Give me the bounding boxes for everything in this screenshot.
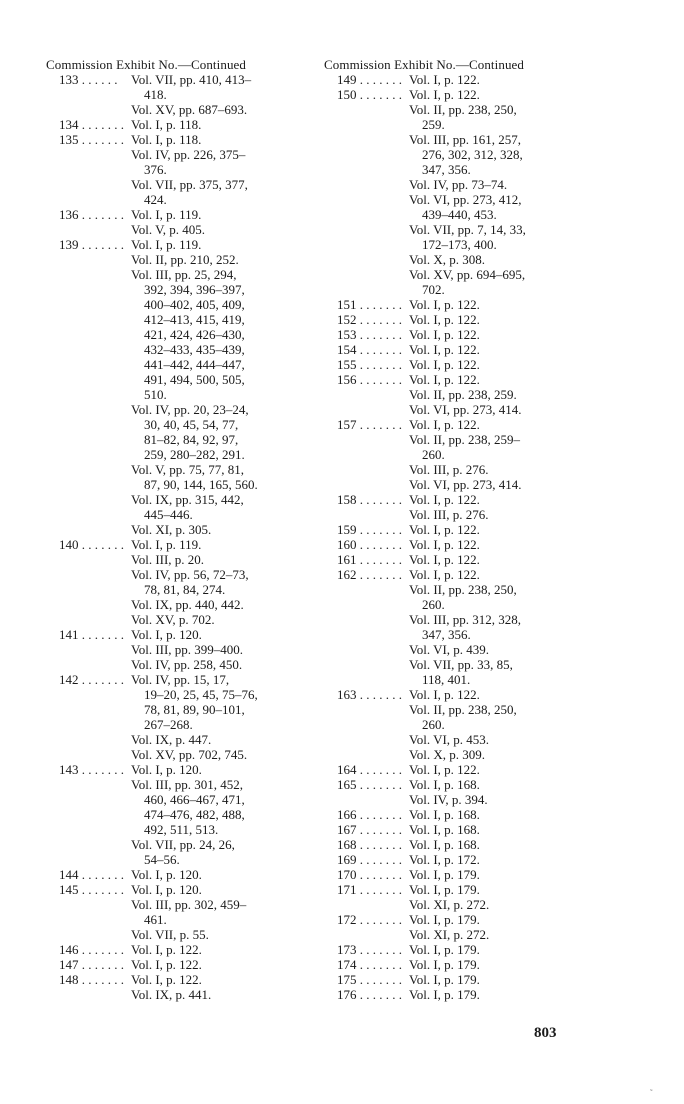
volume-reference: Vol. I, p. 122. — [409, 342, 480, 357]
exhibit-number: 152 . . . . . . . — [337, 312, 402, 327]
index-entry — [46, 72, 296, 117]
exhibit-number: 140 . . . . . . . — [59, 537, 124, 552]
volume-reference: Vol. II, pp. 238, 259. — [409, 387, 517, 402]
volume-reference: Vol. I, p. 168. — [409, 837, 480, 852]
reference-continuation: 347, 356. — [422, 627, 471, 642]
reference-continuation: 78, 81, 89, 90–101, — [144, 702, 245, 717]
volume-reference: Vol. IV, pp. 20, 23–24, — [131, 402, 249, 417]
volume-reference: Vol. I, p. 122. — [409, 492, 480, 507]
volume-reference: Vol. IV, pp. 56, 72–73, — [131, 567, 249, 582]
volume-reference: Vol. III, pp. 312, 328, — [409, 612, 522, 627]
exhibit-number: 134 . . . . . . . — [59, 117, 124, 132]
volume-reference: Vol. I, p. 122. — [131, 972, 202, 987]
exhibit-number: 146 . . . . . . . — [59, 942, 124, 957]
exhibit-number: 164 . . . . . . . — [337, 762, 402, 777]
reference-continuation: 702. — [422, 282, 445, 297]
index-entry — [324, 972, 574, 987]
reference-continuation: 260. — [422, 597, 445, 612]
exhibit-number: 175 . . . . . . . — [337, 972, 402, 987]
exhibit-number: 167 . . . . . . . — [337, 822, 402, 837]
reference-continuation: 260. — [422, 717, 445, 732]
index-entry — [324, 822, 574, 837]
index-entry — [324, 522, 574, 537]
volume-references — [409, 942, 574, 957]
volume-references — [409, 987, 574, 1002]
index-entry — [324, 87, 574, 297]
column-heading: Commission Exhibit No.—Continued — [46, 57, 247, 72]
volume-references — [131, 972, 296, 1002]
index-entry — [46, 957, 296, 972]
volume-reference: Vol. IX, pp. 440, 442. — [131, 597, 244, 612]
volume-references — [409, 777, 574, 807]
volume-reference: Vol. V, pp. 75, 77, 81, — [131, 462, 245, 477]
volume-reference: Vol. I, p. 119. — [131, 237, 202, 252]
index-entry — [46, 237, 296, 537]
index-entry — [324, 342, 574, 357]
volume-references — [131, 537, 296, 627]
volume-reference: Vol. I, p. 122. — [409, 537, 480, 552]
reference-continuation: 400–402, 405, 409, — [144, 297, 245, 312]
exhibit-number: 168 . . . . . . . — [337, 837, 402, 852]
volume-reference: Vol. I, p. 172. — [409, 852, 480, 867]
exhibit-number: 173 . . . . . . . — [337, 942, 402, 957]
exhibit-number: 159 . . . . . . . — [337, 522, 402, 537]
index-entry — [324, 762, 574, 777]
exhibit-number: 145 . . . . . . . — [59, 882, 124, 897]
volume-reference: Vol. I, p. 179. — [409, 867, 480, 882]
volume-references — [131, 762, 296, 867]
index-entry — [46, 762, 296, 867]
exhibit-number: 166 . . . . . . . — [337, 807, 402, 822]
reference-continuation: 19–20, 25, 45, 75–76, — [144, 687, 258, 702]
margin-mark: ˜ — [650, 1088, 653, 1097]
volume-reference: Vol. XI, p. 272. — [409, 927, 490, 942]
volume-references — [409, 522, 574, 537]
volume-references — [131, 882, 296, 942]
volume-reference: Vol. VII, pp. 375, 377, — [131, 177, 248, 192]
volume-reference: Vol. X, p. 309. — [409, 747, 485, 762]
volume-references — [131, 942, 296, 957]
volume-references — [409, 567, 574, 687]
reference-continuation: 276, 302, 312, 328, — [422, 147, 523, 162]
volume-reference: Vol. IV, pp. 73–74. — [409, 177, 508, 192]
index-entries — [46, 72, 296, 1002]
exhibit-number: 155 . . . . . . . — [337, 357, 402, 372]
volume-references — [409, 867, 574, 882]
index-entry — [46, 672, 296, 762]
volume-references — [409, 837, 574, 852]
exhibit-number: 161 . . . . . . . — [337, 552, 402, 567]
exhibit-number: 142 . . . . . . . — [59, 672, 124, 687]
volume-reference: Vol. IV, pp. 15, 17, — [131, 672, 230, 687]
reference-continuation: 81–82, 84, 92, 97, — [144, 432, 239, 447]
reference-continuation: 421, 424, 426–430, — [144, 327, 245, 342]
volume-references — [409, 912, 574, 942]
volume-reference: Vol. IX, pp. 315, 442, — [131, 492, 244, 507]
index-entry — [46, 132, 296, 207]
volume-reference: Vol. I, p. 122. — [409, 417, 480, 432]
volume-references — [409, 552, 574, 567]
volume-reference: Vol. IV, pp. 226, 375– — [131, 147, 246, 162]
volume-references — [409, 87, 574, 297]
volume-references — [131, 627, 296, 672]
volume-reference: Vol. II, pp. 238, 250, — [409, 702, 517, 717]
volume-reference: Vol. III, pp. 25, 294, — [131, 267, 237, 282]
volume-reference: Vol. VII, p. 55. — [131, 927, 209, 942]
exhibit-number: 162 . . . . . . . — [337, 567, 402, 582]
volume-reference: Vol. I, p. 122. — [409, 87, 480, 102]
volume-references — [409, 972, 574, 987]
volume-references — [131, 132, 296, 207]
reference-continuation: 376. — [144, 162, 167, 177]
exhibit-number: 135 . . . . . . . — [59, 132, 124, 147]
volume-reference: Vol. II, pp. 210, 252. — [131, 252, 239, 267]
volume-reference: Vol. I, p. 122. — [131, 942, 202, 957]
index-entry — [46, 942, 296, 957]
reference-continuation: 412–413, 415, 419, — [144, 312, 245, 327]
column-heading: Commission Exhibit No.—Continued — [324, 57, 525, 72]
volume-references — [409, 357, 574, 372]
volume-reference: Vol. VI, p. 439. — [409, 642, 490, 657]
index-entry — [46, 537, 296, 627]
volume-references — [131, 867, 296, 882]
index-entry — [324, 867, 574, 882]
volume-references — [131, 207, 296, 237]
index-entry — [324, 357, 574, 372]
reference-continuation: 439–440, 453. — [422, 207, 497, 222]
volume-reference: Vol. I, p. 179. — [409, 972, 480, 987]
volume-reference: Vol. I, p. 179. — [409, 957, 480, 972]
volume-reference: Vol. VII, pp. 24, 26, — [131, 837, 235, 852]
index-entry — [324, 882, 574, 912]
exhibit-number: 156 . . . . . . . — [337, 372, 402, 387]
volume-reference: Vol. I, p. 122. — [131, 957, 202, 972]
volume-reference: Vol. I, p. 122. — [409, 372, 480, 387]
volume-reference: Vol. III, pp. 301, 452, — [131, 777, 244, 792]
volume-reference: Vol. I, p. 179. — [409, 882, 480, 897]
exhibit-number: 157 . . . . . . . — [337, 417, 402, 432]
volume-reference: Vol. I, p. 122. — [409, 687, 480, 702]
index-entry — [324, 72, 574, 87]
volume-reference: Vol. I, p. 122. — [409, 522, 480, 537]
volume-references — [409, 417, 574, 492]
volume-reference: Vol. VII, pp. 33, 85, — [409, 657, 513, 672]
volume-reference: Vol. III, p. 20. — [131, 552, 205, 567]
volume-reference: Vol. I, p. 122. — [409, 567, 480, 582]
reference-continuation: 118, 401. — [422, 672, 471, 687]
index-entry — [324, 777, 574, 807]
volume-reference: Vol. XV, p. 702. — [131, 612, 215, 627]
reference-continuation: 424. — [144, 192, 167, 207]
volume-references — [131, 72, 296, 117]
exhibit-number: 174 . . . . . . . — [337, 957, 402, 972]
reference-continuation: 259. — [422, 117, 445, 132]
volume-reference: Vol. I, p. 120. — [131, 762, 202, 777]
volume-reference: Vol. IV, pp. 258, 450. — [131, 657, 243, 672]
volume-reference: Vol. I, p. 179. — [409, 942, 480, 957]
volume-reference: Vol. I, p. 122. — [409, 552, 480, 567]
exhibit-number: 143 . . . . . . . — [59, 762, 124, 777]
reference-continuation: 78, 81, 84, 274. — [144, 582, 226, 597]
volume-reference: Vol. III, pp. 302, 459– — [131, 897, 247, 912]
exhibit-number: 160 . . . . . . . — [337, 537, 402, 552]
index-entry — [46, 207, 296, 237]
index-entry — [324, 852, 574, 867]
index-entry — [324, 297, 574, 312]
volume-reference: Vol. VI, pp. 273, 414. — [409, 477, 522, 492]
volume-reference: Vol. IV, p. 394. — [409, 792, 488, 807]
volume-reference: Vol. III, pp. 161, 257, — [409, 132, 522, 147]
index-entry — [324, 552, 574, 567]
volume-references — [409, 297, 574, 312]
volume-references — [131, 672, 296, 762]
volume-reference: Vol. I, p. 119. — [131, 207, 202, 222]
volume-reference: Vol. X, p. 308. — [409, 252, 485, 267]
reference-continuation: 432–433, 435–439, — [144, 342, 245, 357]
volume-reference: Vol. III, p. 276. — [409, 507, 489, 522]
volume-references — [409, 822, 574, 837]
volume-reference: Vol. XI, p. 272. — [409, 897, 490, 912]
reference-continuation: 441–442, 444–447, — [144, 357, 245, 372]
volume-reference: Vol. XI, p. 305. — [131, 522, 212, 537]
index-entry — [324, 492, 574, 522]
volume-references — [409, 342, 574, 357]
index-entry — [324, 807, 574, 822]
exhibit-number: 172 . . . . . . . — [337, 912, 402, 927]
volume-reference: Vol. VII, pp. 410, 413– — [131, 72, 252, 87]
reference-continuation: 460, 466–467, 471, — [144, 792, 245, 807]
index-entry — [46, 867, 296, 882]
reference-continuation: 260. — [422, 447, 445, 462]
index-entry — [46, 117, 296, 132]
exhibit-number: 139 . . . . . . . — [59, 237, 124, 252]
exhibit-number: 144 . . . . . . . — [59, 867, 124, 882]
volume-references — [409, 492, 574, 522]
volume-reference: Vol. I, p. 122. — [409, 762, 480, 777]
volume-reference: Vol. II, pp. 238, 259– — [409, 432, 520, 447]
right-index-column — [324, 57, 574, 1002]
volume-reference: Vol. III, pp. 399–400. — [131, 642, 244, 657]
exhibit-number: 133 . . . . . . — [59, 72, 118, 87]
index-entry — [324, 327, 574, 342]
exhibit-number: 154 . . . . . . . — [337, 342, 402, 357]
volume-reference: Vol. IX, p. 441. — [131, 987, 212, 1002]
volume-reference: Vol. VI, p. 453. — [409, 732, 490, 747]
volume-references — [131, 117, 296, 132]
index-entry — [324, 957, 574, 972]
volume-references — [409, 312, 574, 327]
reference-continuation: 30, 40, 45, 54, 77, — [144, 417, 239, 432]
exhibit-number: 148 . . . . . . . — [59, 972, 124, 987]
reference-continuation: 392, 394, 396–397, — [144, 282, 245, 297]
exhibit-number: 171 . . . . . . . — [337, 882, 402, 897]
left-index-column — [46, 57, 296, 1002]
volume-reference: Vol. I, p. 122. — [409, 357, 480, 372]
exhibit-number: 150 . . . . . . . — [337, 87, 402, 102]
exhibit-number: 163 . . . . . . . — [337, 687, 402, 702]
volume-references — [409, 957, 574, 972]
volume-reference: Vol. I, p. 122. — [409, 327, 480, 342]
volume-reference: Vol. III, p. 276. — [409, 462, 489, 477]
reference-continuation: 510. — [144, 387, 167, 402]
reference-continuation: 347, 356. — [422, 162, 471, 177]
volume-reference: Vol. I, p. 118. — [131, 132, 202, 147]
exhibit-number: 136 . . . . . . . — [59, 207, 124, 222]
reference-continuation: 54–56. — [144, 852, 180, 867]
volume-reference: Vol. I, p. 168. — [409, 807, 480, 822]
exhibit-number: 176 . . . . . . . — [337, 987, 402, 1002]
volume-references — [409, 807, 574, 822]
index-entry — [324, 567, 574, 687]
exhibit-number: 151 . . . . . . . — [337, 297, 402, 312]
volume-reference: Vol. I, p. 122. — [409, 312, 480, 327]
volume-reference: Vol. I, p. 120. — [131, 627, 202, 642]
volume-references — [409, 372, 574, 417]
reference-continuation: 491, 494, 500, 505, — [144, 372, 245, 387]
volume-reference: Vol. XV, pp. 687–693. — [131, 102, 248, 117]
index-entry — [46, 972, 296, 1002]
exhibit-number: 170 . . . . . . . — [337, 867, 402, 882]
exhibit-number: 147 . . . . . . . — [59, 957, 124, 972]
volume-reference: Vol. XV, pp. 694–695, — [409, 267, 526, 282]
volume-reference: Vol. I, p. 120. — [131, 882, 202, 897]
volume-reference: Vol. I, p. 168. — [409, 822, 480, 837]
index-entry — [324, 912, 574, 942]
exhibit-number: 149 . . . . . . . — [337, 72, 402, 87]
volume-references — [131, 957, 296, 972]
volume-references — [409, 762, 574, 777]
index-entry — [324, 312, 574, 327]
index-entry — [46, 627, 296, 672]
volume-references — [131, 237, 296, 537]
exhibit-number: 158 . . . . . . . — [337, 492, 402, 507]
volume-reference: Vol. I, p. 168. — [409, 777, 480, 792]
volume-reference: Vol. I, p. 120. — [131, 867, 202, 882]
reference-continuation: 461. — [144, 912, 167, 927]
volume-reference: Vol. I, p. 122. — [409, 297, 480, 312]
exhibit-number: 165 . . . . . . . — [337, 777, 402, 792]
index-entry — [324, 372, 574, 417]
index-entries — [324, 72, 574, 1002]
volume-reference: Vol. II, pp. 238, 250, — [409, 102, 517, 117]
index-entry — [324, 942, 574, 957]
volume-references — [409, 537, 574, 552]
volume-reference: Vol. I, p. 179. — [409, 987, 480, 1002]
volume-reference: Vol. I, p. 118. — [131, 117, 202, 132]
reference-continuation: 172–173, 400. — [422, 237, 497, 252]
index-entry — [324, 687, 574, 762]
volume-references — [409, 72, 574, 87]
volume-references — [409, 852, 574, 867]
reference-continuation: 492, 511, 513. — [144, 822, 219, 837]
reference-continuation: 445–446. — [144, 507, 193, 522]
exhibit-number: 141 . . . . . . . — [59, 627, 124, 642]
index-entry — [324, 987, 574, 1002]
page-number: 803 — [534, 1025, 557, 1041]
reference-continuation: 267–268. — [144, 717, 193, 732]
volume-reference: Vol. I, p. 119. — [131, 537, 202, 552]
exhibit-number: 169 . . . . . . . — [337, 852, 402, 867]
volume-references — [409, 882, 574, 912]
volume-reference: Vol. XV, pp. 702, 745. — [131, 747, 248, 762]
volume-reference: Vol. I, p. 179. — [409, 912, 480, 927]
volume-reference: Vol. II, pp. 238, 250, — [409, 582, 517, 597]
volume-reference: Vol. I, p. 122. — [409, 72, 480, 87]
volume-reference: Vol. VI, pp. 273, 412, — [409, 192, 522, 207]
index-entry — [324, 417, 574, 492]
volume-references — [409, 687, 574, 762]
volume-references — [409, 327, 574, 342]
index-entry — [324, 537, 574, 552]
volume-reference: Vol. V, p. 405. — [131, 222, 206, 237]
reference-continuation: 418. — [144, 87, 167, 102]
reference-continuation: 259, 280–282, 291. — [144, 447, 245, 462]
reference-continuation: 87, 90, 144, 165, 560. — [144, 477, 258, 492]
volume-reference: Vol. IX, p. 447. — [131, 732, 212, 747]
index-entry — [46, 882, 296, 942]
volume-reference: Vol. VII, pp. 7, 14, 33, — [409, 222, 526, 237]
volume-reference: Vol. VI, pp. 273, 414. — [409, 402, 522, 417]
index-entry — [324, 837, 574, 852]
reference-continuation: 474–476, 482, 488, — [144, 807, 245, 822]
exhibit-number: 153 . . . . . . . — [337, 327, 402, 342]
